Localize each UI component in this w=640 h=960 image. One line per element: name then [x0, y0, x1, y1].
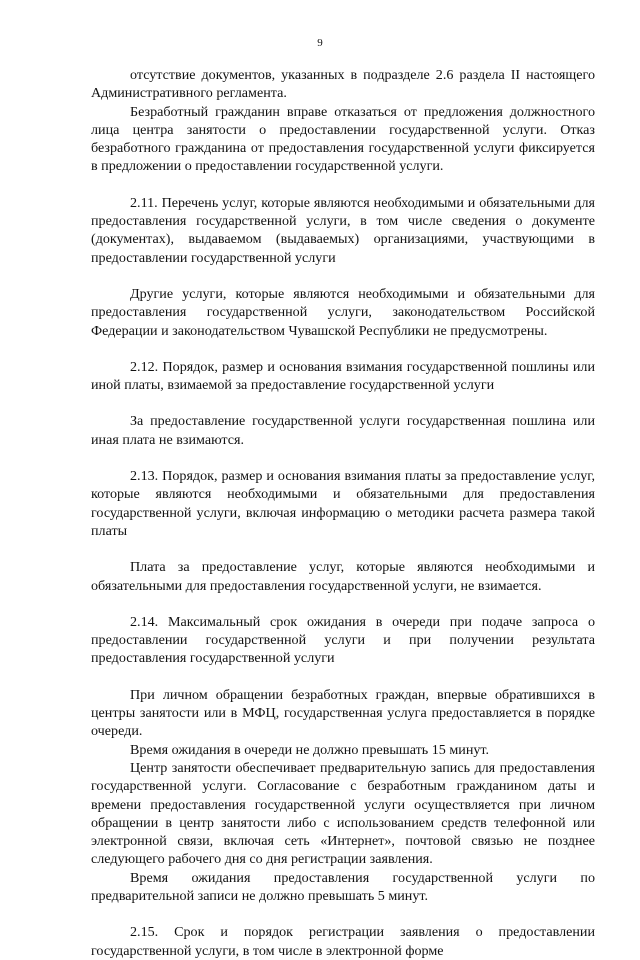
paragraph-no-fee: За предоставление государственной услуги государственная пошлина или иная плата не взимаются.: [91, 413, 595, 448]
paragraph-refusal-right: Безработный гражданин вправе отказаться от предложения должностного лица центра занятости о предоставлении государственной услуги. Отказ безработного гражданина от предоставления государственной услуги фиксируется в предложении о предоставлении государственной услуги.: [91, 103, 595, 175]
paragraph-pre-registration: Центр занятости обеспечивает предварительную запись для предоставления государственной услуги. Согласование с безработным гражданином даты и времени предоставления государственной услуги осуществляется при личном обращении в центр занятости либо с использованием средств телефонной или электронной связи, включая сеть «Интернет», почтовой связью не позднее следующего рабочего дня со дня регистрации заявления.: [91, 759, 595, 868]
section-heading-2-11: 2.11. Перечень услуг, которые являются необходимыми и обязательными для предоставления государственной услуги, в том числе сведения о документе (документах), выдаваемом (выдаваемых) организациями, участвующими в предоставлении государственной услуги: [91, 194, 595, 266]
page-number: 9: [317, 37, 323, 49]
paragraph-pre-registration-wait: Время ожидания предоставления государственной услуги по предварительной записи не должно превышать 5 минут.: [91, 869, 595, 904]
section-heading-2-14: 2.14. Максимальный срок ожидания в очереди при подаче запроса о предоставлении государственной услуги и при получении результата предоставления государственной услуги: [91, 613, 595, 667]
document-body: [91, 66, 595, 960]
section-heading-2-12: 2.12. Порядок, размер и основания взимания государственной пошлины или иной платы, взимаемой за предоставление государственной услуги: [91, 358, 595, 394]
section-heading-2-13: 2.13. Порядок, размер и основания взимания платы за предоставление услуг, которые являются необходимыми и обязательными для предоставления государственной услуги, включая информацию о методики расчета размера такой платы: [91, 468, 595, 539]
paragraph-wait-time: Время ожидания в очереди не должно превышать 15 минут.: [130, 741, 490, 758]
paragraph-other-services: Другие услуги, которые являются необходимыми и обязательными для предоставления государственной услуги, законодательством Российской Федерации и законодательством Чувашской Республики не предусмотрены.: [91, 285, 595, 339]
paragraph-queue-order: При личном обращении безработных граждан, впервые обратившихся в центры занятости или в МФЦ, государственная услуга предоставляется в порядке очереди.: [91, 686, 595, 740]
paragraph-service-fee: Плата за предоставление услуг, которые являются необходимыми и обязательными для предоставления государственной услуги, не взимается.: [91, 559, 595, 594]
section-heading-2-15: 2.15. Срок и порядок регистрации заявления о предоставлении государственной услуги, в том числе в электронной форме: [91, 924, 595, 959]
paragraph-missing-documents: отсутствие документов, указанных в подразделе 2.6 раздела II настоящего Административного регламента.: [91, 67, 595, 102]
